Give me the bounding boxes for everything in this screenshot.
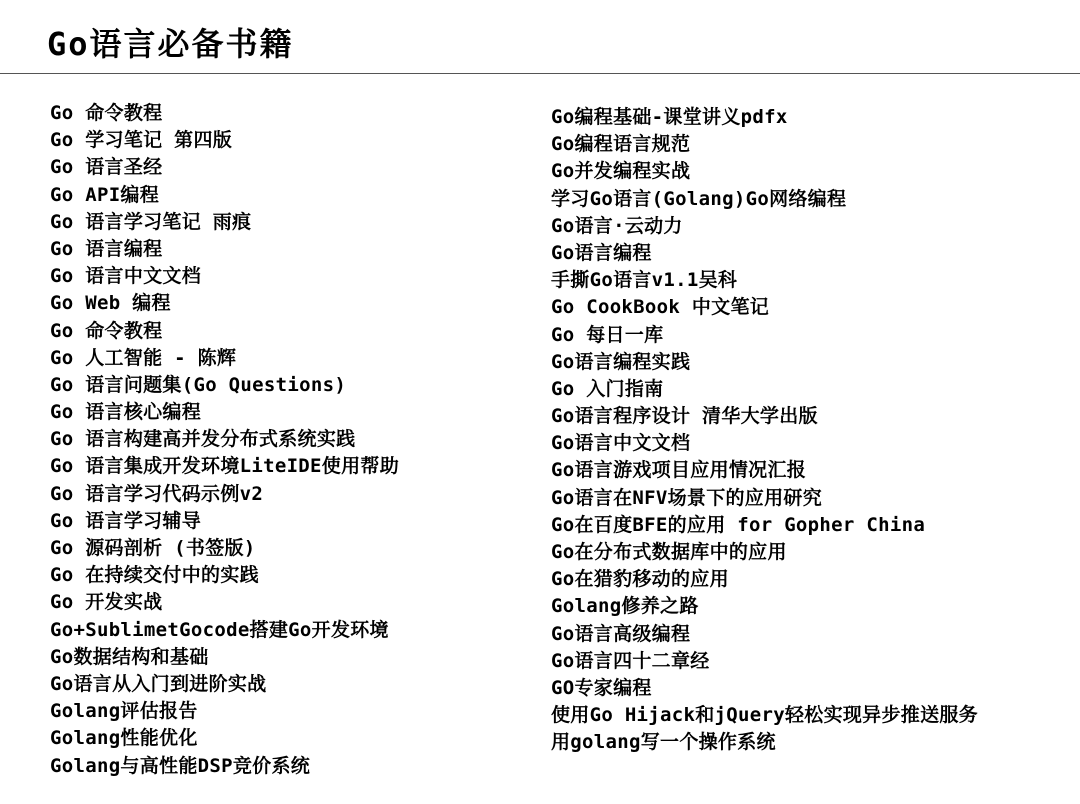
book-list-item: Go 语言问题集(Go Questions) [50,373,347,396]
book-list-item: Go并发编程实战 [551,160,691,183]
book-list-item: Go 人工智能 - 陈辉 [50,346,237,369]
book-list-item: Go 语言集成开发环境LiteIDE使用帮助 [50,455,399,478]
book-list-item: 使用Go Hijack和jQuery轻松实现异步推送服务 [551,704,978,727]
book-list-item: Go 语言学习代码示例v2 [50,482,264,505]
book-list-item: Go编程语言规范 [551,133,691,156]
book-list-right [551,104,1071,757]
book-list-item: Go语言从入门到进阶实战 [50,672,267,695]
book-list-item: Go 语言核心编程 [50,401,202,424]
book-list-item: 学习Go语言(Golang)Go网络编程 [551,187,847,210]
book-list-item: Go 命令教程 [50,102,163,124]
book-list-item: 手撕Go语言v1.1吴科 [551,269,738,292]
book-list-item: Go数据结构和基础 [50,645,209,668]
book-list-item: Go语言编程实践 [551,350,691,373]
book-list-item: Golang性能优化 [50,727,198,750]
book-list-item: Go在猎豹移动的应用 [551,568,729,591]
book-list-item: Go 在持续交付中的实践 [50,564,259,587]
book-list-item: Go 语言学习辅导 [50,509,202,532]
book-list-item: Go语言四十二章经 [551,649,710,672]
book-list-item: Go编程基础-课堂讲义pdfx [551,106,788,128]
book-list-item: Go 语言学习笔记 雨痕 [50,210,252,233]
book-list-item: Golang与高性能DSP竞价系统 [50,754,311,777]
book-list-left [50,100,520,780]
book-list-item: 用golang写一个操作系统 [551,731,776,754]
book-list-item: Go+SublimetGocode搭建Go开发环境 [50,618,389,641]
book-list-item: Go 命令教程 [50,319,163,342]
book-list-item: Golang评估报告 [50,700,198,723]
book-list-item: Go语言程序设计 清华大学出版 [551,405,818,428]
book-list-item: Go在分布式数据库中的应用 [551,541,787,563]
title-divider [0,73,1080,74]
book-list-item: GO专家编程 [551,676,652,699]
book-list-item: Go语言·云动力 [551,214,683,237]
book-list-item: Go 源码剖析 (书签版) [50,537,256,559]
book-list-item: Go语言游戏项目应用情况汇报 [551,459,807,482]
book-list-item: Go 入门指南 [551,377,664,400]
book-list-item: Go 语言圣经 [50,156,163,179]
book-list-item: Go 语言中文文档 [50,265,202,288]
book-list-item: Go CookBook 中文笔记 [551,296,770,319]
book-list-item: Golang修养之路 [551,595,699,618]
book-list-item: Go语言编程 [551,241,652,264]
book-list-item: Go Web 编程 [50,292,171,315]
book-list-item: Go 学习笔记 第四版 [50,129,233,152]
book-list-item: Go在百度BFE的应用 for Gopher China [551,513,926,536]
book-list-item: Go语言高级编程 [551,622,691,645]
book-list-item: Go 开发实战 [50,591,163,614]
book-list-item: Go 每日一库 [551,323,664,346]
book-list-item: Go 语言编程 [50,237,163,260]
book-list-item: Go 语言构建高并发分布式系统实践 [50,428,356,451]
book-list-item: Go语言中文文档 [551,432,691,455]
book-list-item: Go API编程 [50,183,160,206]
book-list-item: Go语言在NFV场景下的应用研究 [551,486,822,509]
page-title: Go语言必备书籍 [47,25,294,63]
